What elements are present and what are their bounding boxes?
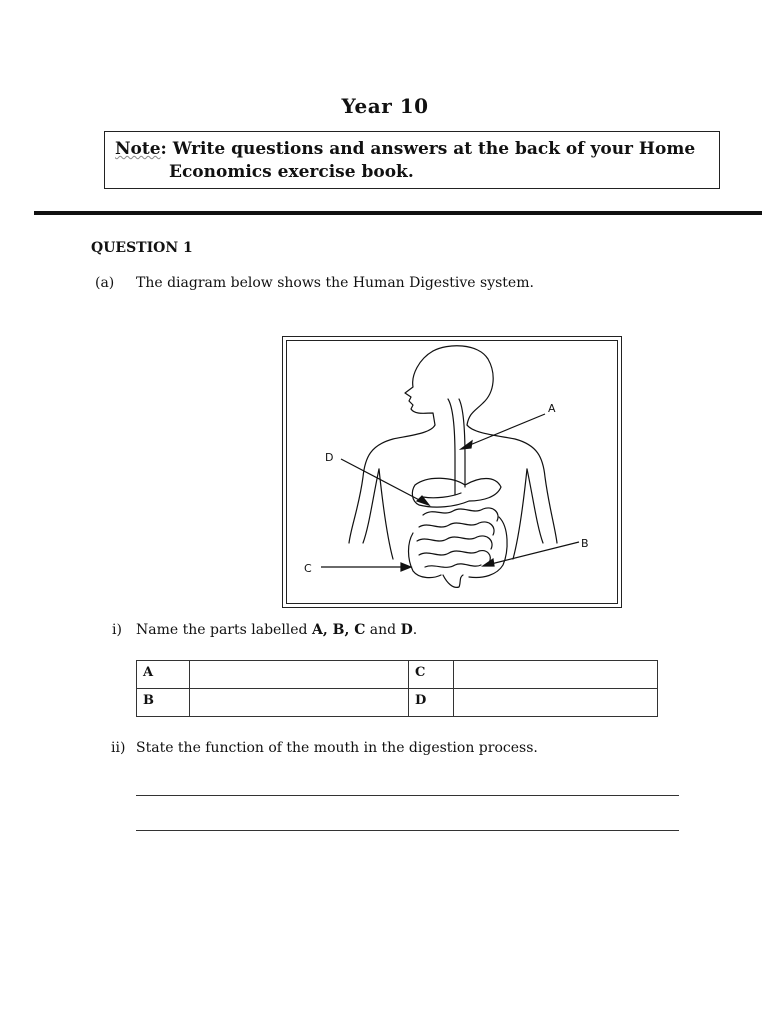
note-label: Note [115,139,161,159]
diagram-label-b: B [581,537,589,550]
table-row [137,689,658,717]
table-label-a: A [137,661,190,689]
sub-i-bold-c: C [354,622,366,638]
answer-cell-d[interactable] [454,689,658,717]
note-line-2: Economics exercise book. [169,162,414,182]
table-row [137,661,658,689]
note-text-1: : Write questions and answers at the back of your Home [160,139,696,159]
answer-line-1[interactable] [136,795,679,796]
sub-i-text-pre: Name the parts labelled [136,622,312,638]
table-label-d: D [409,689,454,717]
horizontal-rule [34,211,762,215]
diagram-label-d: D [325,451,334,464]
answer-cell-b[interactable] [190,689,409,717]
part-a-text: The diagram below shows the Human Digestive system. [136,275,534,291]
sub-question-i-marker: i) [112,622,122,638]
digestive-system-diagram [282,336,622,608]
answer-table [136,660,658,717]
sub-i-text-and: and [365,622,401,638]
sub-i-bold-d: D [400,622,413,638]
answer-cell-a[interactable] [190,661,409,689]
part-a-marker: (a) [95,275,115,291]
sub-i-text-end: . [412,622,418,638]
answer-cell-c[interactable] [454,661,658,689]
table-label-b: B [137,689,190,717]
digestive-system-illustration [283,337,623,609]
answer-line-2[interactable] [136,830,679,831]
sub-i-bold-a: A, [311,622,333,638]
page-title: Year 10 [341,94,429,118]
sub-question-ii-marker: ii) [111,740,126,756]
table-label-c: C [409,661,454,689]
note-line-1 [115,139,695,159]
diagram-label-c: C [304,562,312,575]
sub-i-bold-b: B, [332,622,355,638]
question-heading: QUESTION 1 [91,240,193,256]
note-box [104,131,720,189]
sub-question-ii-text: State the function of the mouth in the digestion process. [136,740,538,756]
diagram-label-a: A [548,402,556,415]
sub-question-i-text [136,622,417,638]
